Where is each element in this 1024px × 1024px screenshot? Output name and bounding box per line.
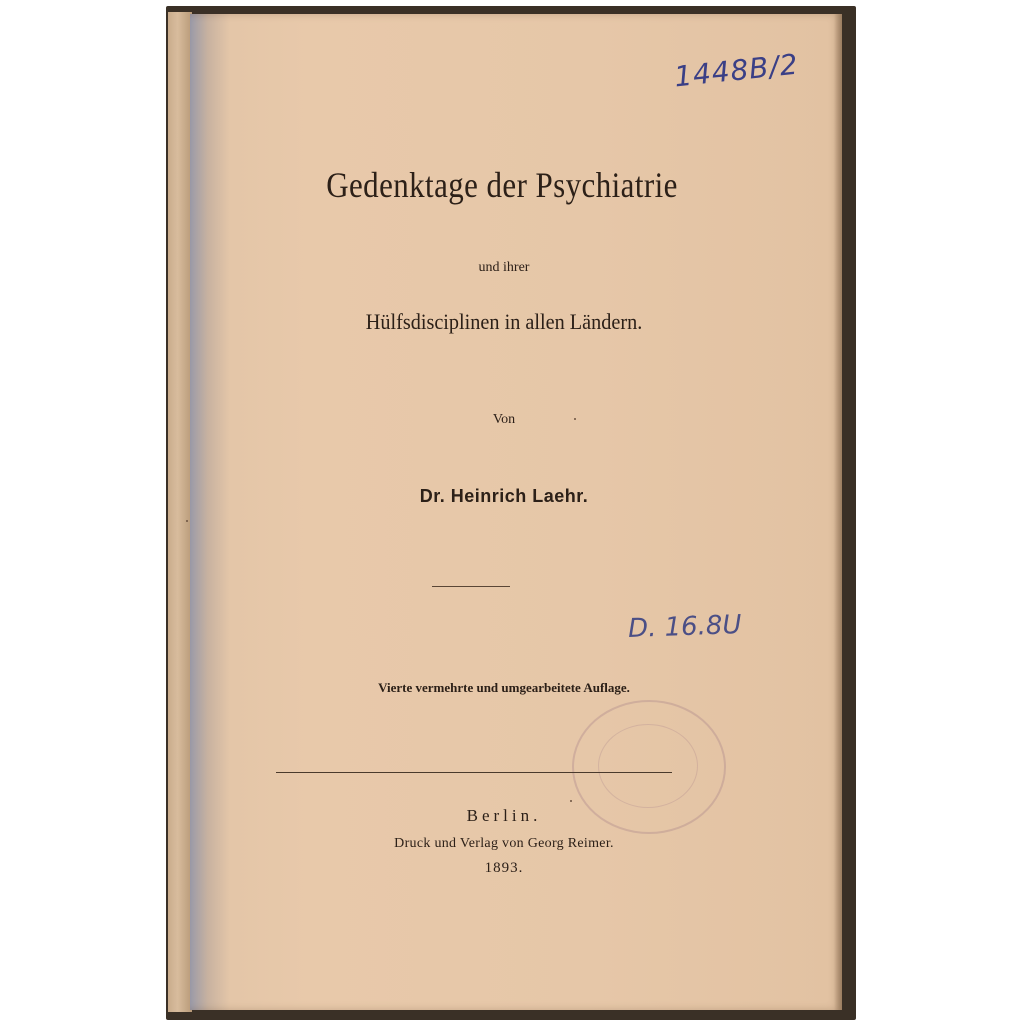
publisher-line: Druck und Verlag von Georg Reimer.	[394, 836, 614, 851]
page-edge-shadow	[834, 14, 842, 1010]
edition-statement: Vierte vermehrte und umgearbeitete Auflage.	[378, 680, 630, 695]
publication-place: Berlin.	[466, 806, 542, 825]
book-subtitle: Hülfsdisciplinen in allen Ländern.	[365, 309, 643, 334]
handwritten-shelfmark: 1448B/2	[672, 47, 801, 94]
library-stamp-inner-ring	[598, 724, 698, 808]
book-title: Gedenktage der Psychiatrie	[326, 165, 678, 205]
handwritten-note: D. 16.8U	[627, 610, 742, 644]
by-line: Von	[492, 412, 516, 427]
paper-fleck	[186, 520, 188, 522]
paper-fleck	[570, 800, 572, 802]
author-name: Dr. Heinrich Laehr.	[419, 486, 589, 506]
subtitle-connector: und ihrer	[478, 260, 530, 275]
publication-year: 1893.	[484, 860, 524, 876]
short-divider	[432, 586, 510, 587]
title-page	[190, 14, 842, 1010]
imprint-divider	[276, 772, 672, 773]
paper-fleck	[574, 418, 576, 420]
